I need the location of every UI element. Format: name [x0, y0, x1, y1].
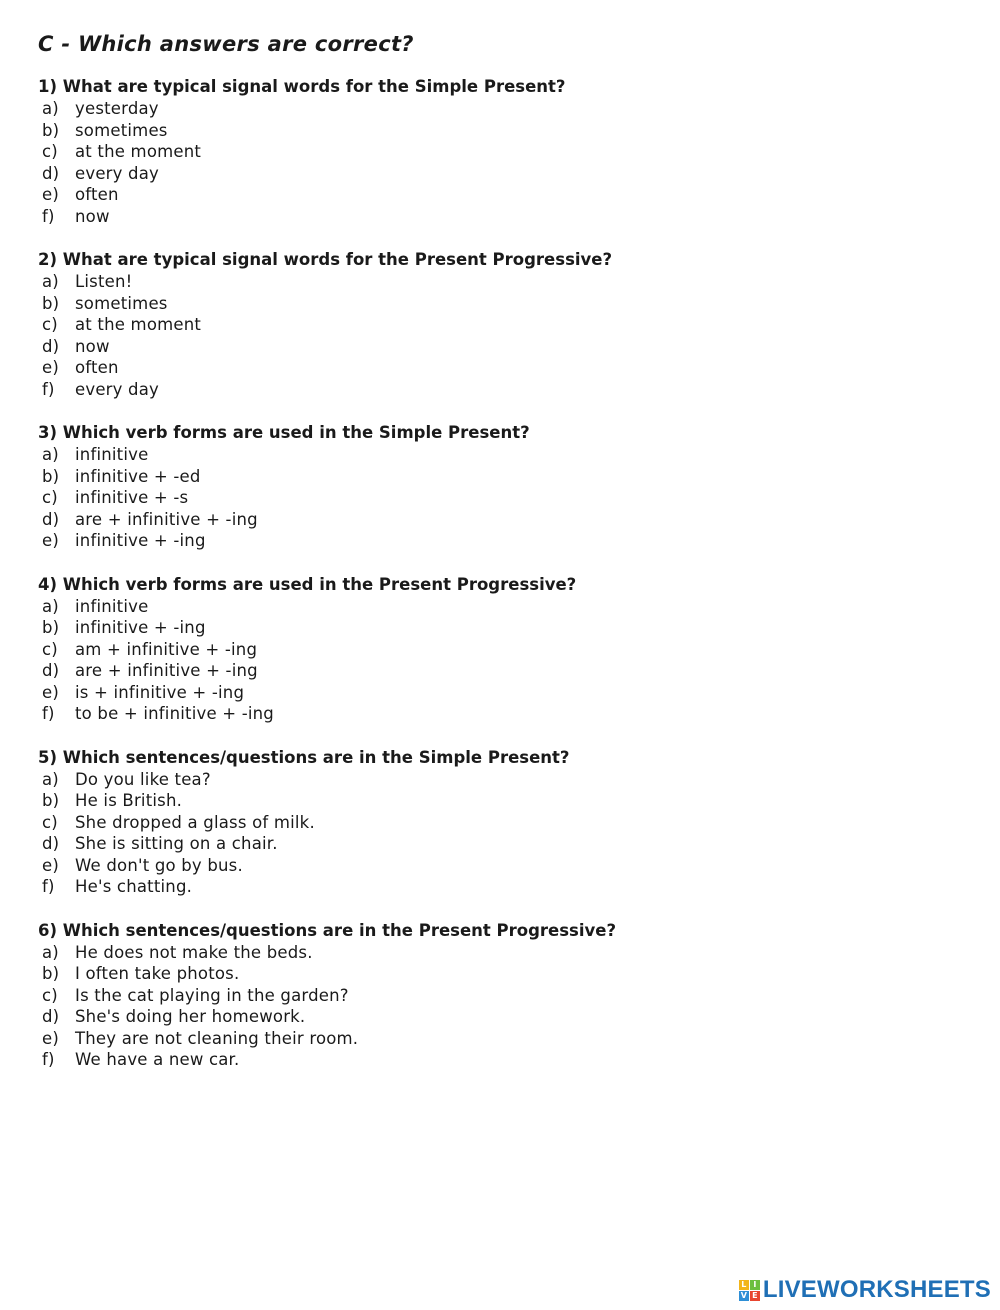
option-letter: b)	[42, 618, 60, 637]
answer-option[interactable]	[38, 314, 978, 336]
answer-option[interactable]	[38, 357, 978, 379]
option-text: am + infinitive + -ing	[75, 639, 258, 659]
option-letter: a)	[42, 272, 59, 291]
answer-option[interactable]	[38, 682, 978, 704]
option-letter: b)	[42, 120, 60, 140]
question-heading: 4) Which verb forms are used in the Present Progressive?	[38, 574, 577, 594]
option-text: at the moment	[75, 315, 202, 334]
answer-option[interactable]	[38, 293, 978, 315]
question-4	[38, 574, 978, 725]
answer-option[interactable]	[38, 617, 978, 639]
option-letter: e)	[42, 682, 59, 702]
answer-option[interactable]	[38, 141, 978, 163]
option-letter: c)	[42, 812, 58, 832]
option-letter: a)	[42, 99, 59, 118]
option-text: often	[75, 185, 119, 204]
option-text: infinitive	[75, 445, 149, 464]
option-letter: f)	[42, 206, 55, 226]
option-letter: a)	[42, 445, 59, 464]
option-text: We don't go by bus.	[75, 855, 243, 875]
answer-option[interactable]	[38, 1028, 978, 1050]
option-letter: d)	[42, 336, 60, 356]
option-letter: a)	[42, 769, 59, 789]
liveworksheets-logo[interactable]	[739, 1278, 991, 1302]
answer-option[interactable]	[38, 271, 978, 293]
option-text: He is British.	[75, 791, 183, 810]
option-text: They are not cleaning their room.	[75, 1028, 359, 1048]
section-title: C - Which answers are correct?	[38, 32, 414, 56]
answer-option[interactable]	[38, 487, 978, 509]
answer-options	[38, 271, 978, 400]
option-text: now	[75, 206, 110, 226]
question-heading: 1) What are typical signal words for the Simple Present?	[38, 77, 566, 96]
question-2	[38, 249, 978, 400]
answer-option[interactable]	[38, 1049, 978, 1071]
answer-options	[38, 769, 978, 898]
option-letter: b)	[42, 293, 60, 313]
option-letter: d)	[42, 163, 60, 183]
option-letter: a)	[42, 942, 59, 962]
answer-option[interactable]	[38, 985, 978, 1007]
option-letter: f)	[42, 877, 55, 896]
answer-option[interactable]	[38, 833, 978, 855]
option-text: He's chatting.	[75, 877, 193, 896]
answer-option[interactable]	[38, 206, 978, 228]
answer-option[interactable]	[38, 163, 978, 185]
option-letter: c)	[42, 142, 58, 161]
logo-text: LIVEWORKSHEETS	[762, 1276, 991, 1303]
option-letter: e)	[42, 855, 59, 875]
question-1	[38, 76, 978, 227]
option-text: now	[75, 336, 110, 356]
option-text: He does not make the beds.	[75, 942, 313, 962]
option-text: often	[75, 358, 119, 377]
logo-tiles-icon	[739, 1280, 760, 1301]
option-letter: b)	[42, 791, 60, 810]
option-letter: f)	[42, 1050, 55, 1069]
option-letter: d)	[42, 509, 60, 529]
option-letter: e)	[42, 531, 59, 550]
option-text: every day	[75, 163, 160, 183]
option-text: Listen!	[75, 272, 133, 291]
option-text: She is sitting on a chair.	[75, 834, 278, 853]
option-letter: d)	[42, 834, 60, 853]
answer-options	[38, 98, 978, 227]
option-letter: d)	[42, 661, 60, 680]
option-text: are + infinitive + -ing	[75, 661, 258, 680]
answer-option[interactable]	[38, 703, 978, 725]
option-text: I often take photos.	[75, 964, 240, 983]
option-letter: f)	[42, 704, 55, 723]
option-text: She's doing her homework.	[75, 1007, 306, 1026]
question-heading: 5) Which sentences/questions are in the Simple Present?	[38, 747, 570, 767]
option-text: every day	[75, 379, 160, 399]
option-letter: b)	[42, 466, 60, 486]
answer-option[interactable]	[38, 379, 978, 401]
logo-tile: L	[739, 1280, 749, 1290]
answer-option[interactable]	[38, 769, 978, 791]
answer-options	[38, 942, 978, 1071]
answer-option[interactable]	[38, 184, 978, 206]
question-heading: 6) Which sentences/questions are in the Present Progressive?	[38, 920, 617, 940]
option-text: sometimes	[75, 293, 168, 313]
worksheet	[38, 30, 978, 1093]
option-text: infinitive + -ing	[75, 531, 206, 550]
option-text: yesterday	[75, 99, 159, 118]
answer-option[interactable]	[38, 336, 978, 358]
logo-tile: E	[750, 1291, 760, 1301]
option-text: We have a new car.	[75, 1050, 240, 1069]
answer-option[interactable]	[38, 1006, 978, 1028]
option-text: infinitive	[75, 596, 149, 616]
question-heading: 2) What are typical signal words for the Present Progressive?	[38, 250, 613, 269]
option-text: She dropped a glass of milk.	[75, 812, 315, 832]
answer-options	[38, 444, 978, 552]
answer-options	[38, 596, 978, 725]
answer-option[interactable]	[38, 444, 978, 466]
option-text: Is the cat playing in the garden?	[75, 985, 349, 1005]
option-letter: f)	[42, 379, 55, 399]
question-6	[38, 920, 978, 1071]
option-letter: c)	[42, 985, 58, 1005]
option-text: Do you like tea?	[75, 769, 211, 789]
option-text: infinitive + -ing	[75, 618, 206, 637]
answer-option[interactable]	[38, 466, 978, 488]
question-5	[38, 747, 978, 898]
answer-option[interactable]	[38, 812, 978, 834]
option-text: at the moment	[75, 142, 202, 161]
answer-option[interactable]	[38, 120, 978, 142]
option-letter: d)	[42, 1007, 60, 1026]
option-text: to be + infinitive + -ing	[75, 704, 274, 723]
option-letter: c)	[42, 488, 58, 507]
answer-option[interactable]	[38, 596, 978, 618]
option-text: infinitive + -ed	[75, 466, 201, 486]
answer-option[interactable]	[38, 942, 978, 964]
logo-tile: V	[740, 1290, 747, 1300]
logo-tile: I	[750, 1280, 760, 1290]
answer-option[interactable]	[38, 660, 978, 682]
option-text: is + infinitive + -ing	[75, 682, 245, 702]
option-text: are + infinitive + -ing	[75, 509, 258, 529]
answer-option[interactable]	[38, 98, 978, 120]
option-letter: e)	[42, 185, 59, 204]
question-heading: 3) Which verb forms are used in the Simple Present?	[38, 423, 530, 442]
option-letter: e)	[42, 1028, 59, 1048]
option-letter: e)	[42, 358, 59, 377]
option-letter: a)	[42, 596, 59, 616]
option-letter: c)	[42, 639, 58, 659]
option-text: infinitive + -s	[75, 488, 189, 507]
answer-option[interactable]	[38, 509, 978, 531]
answer-option[interactable]	[38, 790, 978, 812]
answer-option[interactable]	[38, 876, 978, 898]
answer-option[interactable]	[38, 963, 978, 985]
question-3	[38, 422, 978, 552]
question-list	[38, 76, 978, 1071]
answer-option[interactable]	[38, 530, 978, 552]
option-text: sometimes	[75, 120, 168, 140]
option-letter: c)	[42, 315, 58, 334]
answer-option[interactable]	[38, 855, 978, 877]
answer-option[interactable]	[38, 639, 978, 661]
option-letter: b)	[42, 964, 60, 983]
